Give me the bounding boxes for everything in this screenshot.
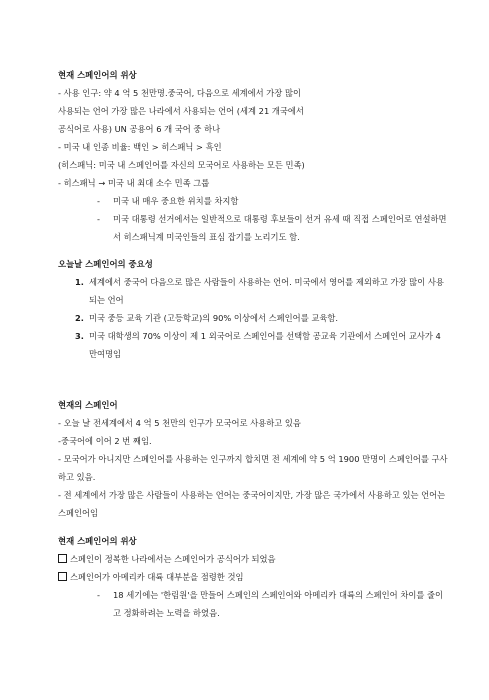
dash-marker: - — [97, 196, 100, 206]
section-heading: 현재 스페인어의 위상 — [58, 536, 137, 546]
sub-bullet — [58, 210, 448, 246]
dash-marker: - — [97, 590, 100, 600]
checkbox-icon — [58, 572, 67, 581]
section-heading: 현재 스페인어의 위상 — [58, 70, 137, 80]
dash-marker: - — [97, 214, 100, 224]
section-current-spanish — [58, 396, 448, 522]
sub-bullet-text: 미국 대통령 선거에서는 일반적으로 대통령 후보들이 선거 유세 때 직접 스페인어로 연설하면서 히스패닉계 미국인들의 표심 잡기를 노리기도 함. — [113, 214, 447, 242]
numbered-item — [58, 327, 448, 363]
sub-bullet — [58, 586, 448, 622]
section-status-1 — [58, 66, 448, 246]
sub-bullet-text: 미국 내 매우 중요한 위치를 차지함 — [113, 196, 239, 206]
sub-bullet — [58, 192, 448, 210]
text-line: - 전 세계에서 가장 많은 사람들이 사용하는 언어는 중국어이지만, 가장 많은 국가에서 사용하고 있는 언어는 스페인어임 — [58, 490, 446, 518]
text-line: - 미국 내 인종 비율: 백인 > 히스패닉 > 흑인 — [58, 142, 222, 152]
item-text: 미국 중등 교육 기관 (고등학교)의 90% 이상에서 스페인어를 교육함. — [89, 313, 339, 323]
item-number: 3. — [75, 331, 84, 341]
numbered-item — [58, 273, 448, 309]
numbered-item — [58, 309, 448, 327]
item-text: 미국 대학생의 70% 이상이 제 1 외국어로 스페인어를 선택함 공교육 기관에서 스페인어 교사가 4 만여명임 — [89, 331, 441, 359]
checkbox-icon — [58, 554, 67, 563]
text-line: 공식어로 사용) UN 공용어 6 개 국어 중 하나 — [58, 124, 221, 134]
checkbox-item — [58, 550, 448, 568]
item-text: 세계에서 중국어 다음으로 많은 사람들이 사용하는 언어. 미국에서 영어를 제외하고 가장 많이 사용되는 언어 — [89, 277, 444, 305]
checkbox-item-text: 스페인이 정복한 나라에서는 스페인어가 공식어가 되었음 — [70, 554, 276, 564]
checkbox-item — [58, 568, 448, 586]
text-line: - 히스패닉 → 미국 내 최대 소수 민족 그룹 — [58, 178, 210, 188]
item-number: 2. — [75, 313, 84, 323]
sub-bullet-text: 18 세기에는 '한림원'을 만들어 스페인의 스페인어와 아메리카 대륙의 스페인어 차이를 줄이고 정화하려는 노력을 하였음. — [113, 590, 444, 618]
text-line: - 모국어가 아니지만 스페인어를 사용하는 인구까지 합치면 전 세계에 약 5 억 1900 만명이 스페인어를 구사하고 있음. — [58, 454, 448, 482]
text-line: 사용되는 언어 가장 많은 나라에서 사용되는 언어 (세계 21 개국에서 — [58, 106, 304, 116]
text-line: - 사용 인구: 약 4 억 5 천만명.중국어, 다음으로 세계에서 가장 많이 — [58, 88, 301, 98]
section-heading: 현재의 스페인어 — [58, 400, 118, 410]
item-number: 1. — [75, 277, 84, 287]
text-line: (히스패닉: 미국 내 스페인어를 자신의 모국어로 사용하는 모든 민족) — [58, 160, 305, 170]
text-line: - 오늘 날 전세계에서 4 억 5 천만의 인구가 모국어로 사용하고 있음 — [58, 418, 301, 428]
checkbox-item-text: 스페인어가 아메리카 대륙 대부분을 점령한 것임 — [70, 572, 244, 582]
section-status-2 — [58, 532, 448, 622]
text-line: -중국어에 이어 2 번 째임. — [58, 436, 152, 446]
section-importance — [58, 255, 448, 363]
section-heading: 오늘날 스페인어의 중요성 — [58, 259, 153, 269]
